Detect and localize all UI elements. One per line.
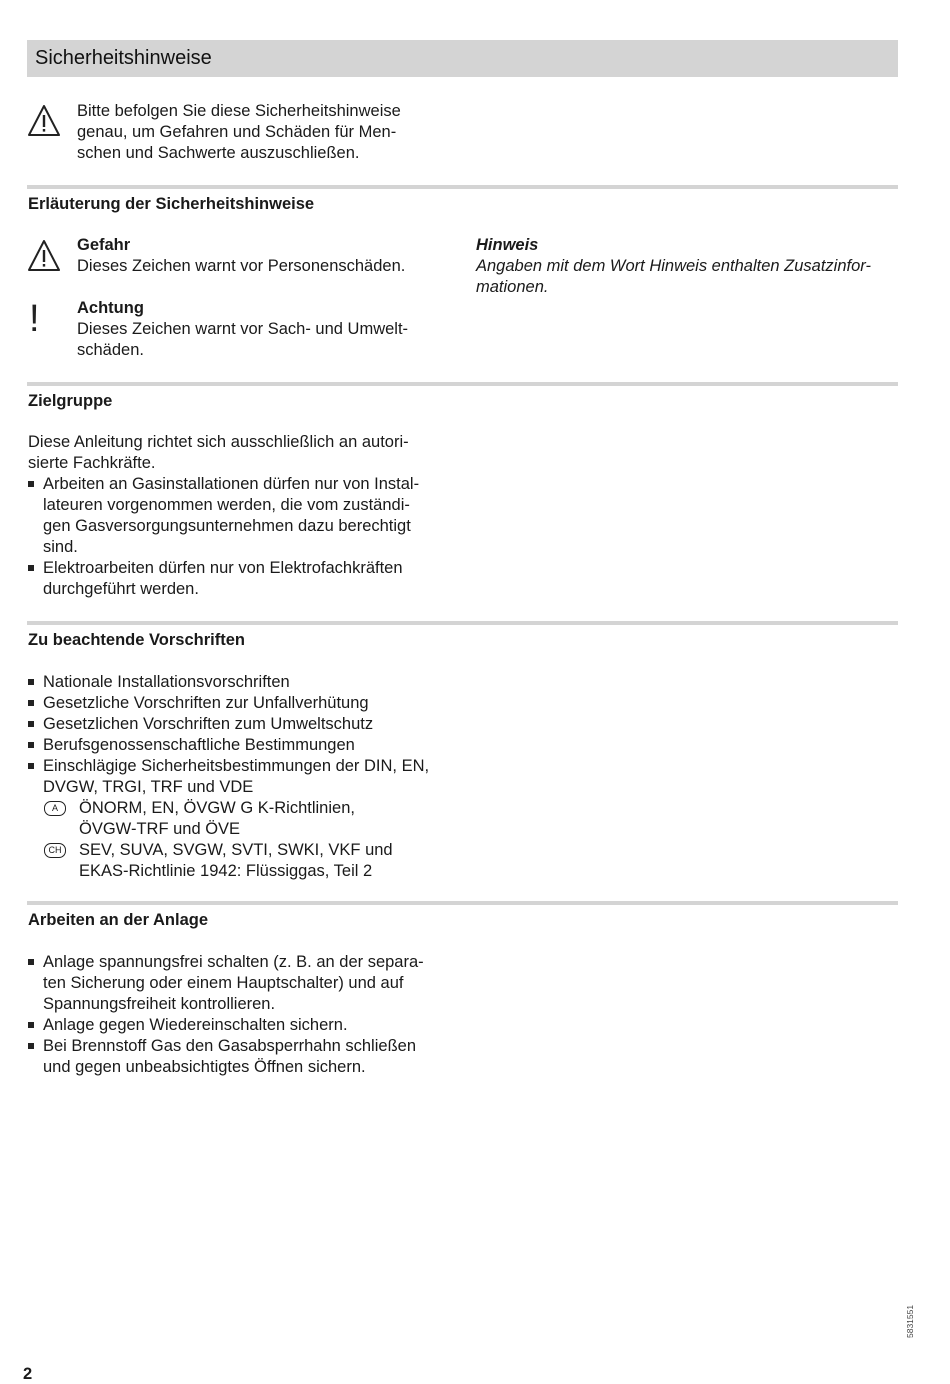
caution-block	[77, 298, 502, 361]
list-item	[28, 693, 468, 714]
bullet-square-icon	[28, 721, 34, 727]
section-heading-regulations: Zu beachtende Vorschriften	[28, 631, 245, 649]
country-item-line: ÖVGW-TRF und ÖVE	[79, 820, 241, 838]
target-intro-line: Diese Anleitung richtet sich ausschließlich an autori-	[28, 433, 409, 451]
bullet-square-icon	[28, 1043, 34, 1049]
intro-line: Bitte befolgen Sie diese Sicherheitshinweise	[77, 102, 401, 120]
intro-line: genau, um Gefahren und Schäden für Men-	[77, 123, 397, 141]
intro-line: schen und Sachwerte auszuschließen.	[77, 144, 360, 162]
country-item-switzerland	[28, 840, 468, 882]
regulations-list	[28, 672, 468, 882]
bullet-square-icon	[28, 1022, 34, 1028]
bullet-square-icon	[28, 565, 34, 571]
bullet-square-icon	[28, 742, 34, 748]
list-item-line: lateuren vorgenommen werden, die vom zuständi-	[43, 496, 410, 514]
list-item	[28, 756, 468, 798]
section-heading-work: Arbeiten an der Anlage	[28, 911, 209, 929]
list-item	[28, 735, 468, 756]
bullet-square-icon	[28, 700, 34, 706]
list-item	[28, 672, 468, 693]
section-heading-target-group: Zielgruppe	[28, 392, 113, 410]
list-item-line: Elektroarbeiten dürfen nur von Elektrofachkräften	[43, 559, 403, 577]
list-item-line: ten Sicherung oder einem Hauptschalter) und auf	[43, 974, 404, 992]
list-item	[28, 1015, 468, 1036]
target-intro-line: sierte Fachkräfte.	[28, 454, 156, 472]
danger-text: Dieses Zeichen warnt vor Personenschäden.	[77, 257, 406, 275]
caution-line: Dieses Zeichen warnt vor Sach- und Umwelt-	[77, 320, 409, 338]
bullet-square-icon	[28, 959, 34, 965]
list-item	[28, 952, 468, 1015]
danger-label: Gefahr	[77, 236, 131, 254]
list-item-line: Arbeiten an Gasinstallationen dürfen nur von Instal-	[43, 475, 420, 493]
section-divider	[27, 621, 898, 625]
list-item-line: Anlage gegen Wiedereinschalten sichern.	[43, 1016, 348, 1034]
list-item-line: Spannungsfreiheit kontrollieren.	[43, 995, 276, 1013]
note-line: mationen.	[476, 278, 549, 296]
list-item	[28, 474, 458, 558]
list-item-line: und gegen unbeabsichtigtes Öffnen sichern.	[43, 1058, 366, 1076]
document-code: 5831551	[905, 1304, 915, 1338]
bullet-square-icon	[28, 481, 34, 487]
intro-text	[77, 101, 502, 164]
exclamation-icon: !	[29, 298, 40, 340]
page-title: Sicherheitshinweise	[27, 40, 898, 77]
country-item-line: ÖNORM, EN, ÖVGW G K-Richtlinien,	[79, 799, 355, 817]
note-block	[476, 235, 898, 298]
list-item-line: Bei Brennstoff Gas den Gasabsperrhahn schließen	[43, 1037, 416, 1055]
warning-triangle-icon	[27, 104, 61, 138]
bullet-square-icon	[28, 763, 34, 769]
country-item-austria	[28, 798, 468, 840]
bullet-square-icon	[28, 679, 34, 685]
list-item-line: Berufsgenossenschaftliche Bestimmungen	[43, 736, 355, 754]
list-item-line: durchgeführt werden.	[43, 580, 199, 598]
section-heading-explanation: Erläuterung der Sicherheitshinweise	[28, 195, 315, 213]
country-code-badge: A	[44, 801, 66, 816]
list-item	[28, 714, 468, 735]
list-item-line: Nationale Installationsvorschriften	[43, 673, 290, 691]
danger-block	[77, 235, 502, 277]
list-item-line: Gesetzlichen Vorschriften zum Umweltschutz	[43, 715, 374, 733]
country-item-line: EKAS-Richtlinie 1942: Flüssiggas, Teil 2	[79, 862, 373, 880]
list-item-line: Gesetzliche Vorschriften zur Unfallverhütung	[43, 694, 369, 712]
target-group-content	[28, 432, 458, 600]
note-line: Angaben mit dem Wort Hinweis enthalten Zusatzinfor-	[476, 257, 871, 275]
list-item	[28, 1036, 468, 1078]
section-divider	[27, 901, 898, 905]
warning-triangle-icon	[27, 239, 61, 273]
list-item-line: sind.	[43, 538, 78, 556]
section-divider	[27, 185, 898, 189]
list-item-line: Anlage spannungsfrei schalten (z. B. an der separa-	[43, 953, 424, 971]
section-divider	[27, 382, 898, 386]
country-code-badge: CH	[44, 843, 66, 858]
page-number: 2	[23, 1365, 33, 1383]
list-item	[28, 558, 458, 600]
caution-line: schäden.	[77, 341, 144, 359]
country-item-line: SEV, SUVA, SVGW, SVTI, SWKI, VKF und	[79, 841, 393, 859]
note-label: Hinweis	[476, 236, 539, 254]
caution-label: Achtung	[77, 299, 144, 317]
list-item-line: DVGW, TRGI, TRF und VDE	[43, 778, 254, 796]
list-item-line: gen Gasversorgungsunternehmen dazu berechtigt	[43, 517, 411, 535]
work-list	[28, 952, 468, 1078]
list-item-line: Einschlägige Sicherheitsbestimmungen der DIN, EN,	[43, 757, 430, 775]
